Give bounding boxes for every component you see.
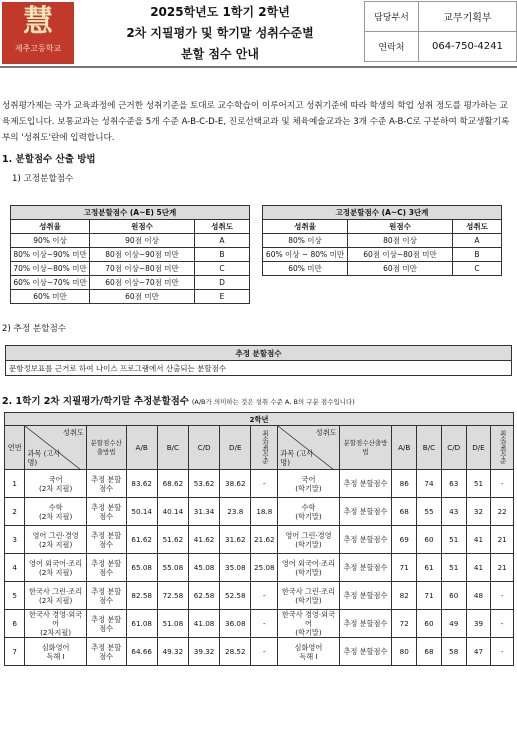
logo-school-name: 제주고등학교 (14, 44, 62, 53)
min-cell: - (491, 582, 514, 610)
de-cell: 41 (466, 526, 491, 554)
subject-header-bottom: 과목 (고사명) (27, 449, 61, 467)
ab-cell: 68 (392, 498, 417, 526)
ab-cell: 83.62 (126, 470, 157, 498)
min-cell: - (251, 582, 278, 610)
exam-name: (2차 지필) (38, 595, 73, 605)
bc-cell: 51.62 (157, 526, 188, 554)
method-cell: 추정 분할점수 (86, 638, 126, 666)
subject-name: 수학 (301, 502, 316, 512)
subject-cell (25, 554, 86, 582)
subject-name: 영어 외국어·조리 (29, 558, 83, 568)
table-row (11, 290, 250, 304)
subject-cell (25, 470, 86, 498)
min-cell: 25.08 (251, 554, 278, 582)
subject-cell (278, 470, 339, 498)
col-min-b: 최소성취수준 (498, 430, 507, 463)
cell: 70점 이상~80점 미만 (90, 262, 195, 276)
de-cell: 28.52 (220, 638, 251, 666)
min-cell: 21 (491, 554, 514, 582)
subject-cell (278, 498, 339, 526)
ab-cell: 86 (392, 470, 417, 498)
method-cell: 추정 분할점수 (339, 638, 392, 666)
dept-label: 담당부서 (365, 2, 419, 32)
exam-name: (학기말) (295, 483, 322, 493)
table-row (11, 248, 250, 262)
header-divider (0, 66, 517, 68)
ab-cell: 82.58 (126, 582, 157, 610)
cell: 70% 이상~80% 미만 (11, 262, 90, 276)
col-bc-b: B/C (417, 426, 442, 470)
subject-cell (25, 582, 86, 610)
ab-cell: 64.66 (126, 638, 157, 666)
de-cell: 38.62 (220, 470, 251, 498)
cell: 60% 이상 ~ 80% 미만 (263, 248, 348, 262)
method-cell: 추정 분할점수 (86, 554, 126, 582)
method-cell: 추정 분할점수 (86, 610, 126, 638)
ab-cell: 65.08 (126, 554, 157, 582)
table-row (5, 554, 514, 582)
bc-cell: 72.58 (157, 582, 188, 610)
table-row (11, 276, 250, 290)
cd-cell: 41.08 (188, 610, 219, 638)
bc-cell: 49.32 (157, 638, 188, 666)
title-line-1: 2025학년도 1학기 2학년 (150, 5, 290, 19)
school-logo (2, 2, 74, 64)
section2-heading (2, 393, 355, 407)
est-title: 추정 분할점수 (6, 346, 512, 361)
table-row (263, 234, 502, 248)
table3-header: 원점수 (348, 220, 453, 234)
exam-name: (학기말) (295, 595, 322, 605)
cd-cell: 51 (441, 526, 466, 554)
cell: 60% 미만 (263, 262, 348, 276)
fixed-3-level-table (262, 205, 502, 276)
col-no: 연번 (5, 426, 25, 470)
de-cell: 39 (466, 610, 491, 638)
subject-name: 심화영어 (294, 642, 323, 652)
section1-sub2: 2) 추정 분할점수 (2, 324, 67, 334)
col-cd-b: C/D (441, 426, 466, 470)
subject-header-bottom: 과목 (고사명) (280, 449, 314, 467)
subject-name: 한국사 그린·조리 (281, 586, 336, 596)
subject-name: 한국사 경영·외국어 (29, 610, 83, 628)
cell: C (195, 262, 250, 276)
method-cell: 추정 분할점수 (339, 610, 392, 638)
subject-name: 영어 외국어·조리 (281, 558, 336, 568)
de-cell: 47 (466, 638, 491, 666)
col-subject-a (25, 426, 86, 470)
row-number: 3 (5, 526, 25, 554)
table-row (5, 610, 514, 638)
est-description: 문항정보표를 근거로 하여 나이스 프로그램에서 산출되는 분할점수 (6, 361, 512, 376)
cell: 60점 미만 (90, 290, 195, 304)
de-cell: 35.08 (220, 554, 251, 582)
subject-cell (278, 638, 339, 666)
bc-cell: 71 (417, 582, 442, 610)
fixed-5-level-table (10, 205, 250, 304)
bc-cell: 68 (417, 638, 442, 666)
method-cell: 추정 분할점수 (339, 498, 392, 526)
cell: A (195, 234, 250, 248)
ab-cell: 71 (392, 554, 417, 582)
cell: C (453, 262, 502, 276)
bc-cell: 55.08 (157, 554, 188, 582)
cell: D (195, 276, 250, 290)
method-cell: 추정 분할점수 (86, 526, 126, 554)
cell: B (195, 248, 250, 262)
table3-header: 성취율 (263, 220, 348, 234)
bc-cell: 60 (417, 526, 442, 554)
row-number: 5 (5, 582, 25, 610)
estimated-score-table (5, 345, 512, 376)
ab-cell: 61.08 (126, 610, 157, 638)
bc-cell: 51.08 (157, 610, 188, 638)
ab-cell: 50.14 (126, 498, 157, 526)
cell: 90% 이상 (11, 234, 90, 248)
de-cell: 36.08 (220, 610, 251, 638)
row-number: 7 (5, 638, 25, 666)
table5-header: 성취율 (11, 220, 90, 234)
title-line-3: 분할 점수 안내 (181, 47, 259, 61)
table-row (5, 582, 514, 610)
col-cd-a: C/D (188, 426, 219, 470)
de-cell: 41 (466, 554, 491, 582)
bc-cell: 61 (417, 554, 442, 582)
subject-header-top: 성취도 (62, 428, 84, 437)
min-cell: 22 (491, 498, 514, 526)
score-table (4, 412, 514, 666)
cell: 90점 이상 (90, 234, 195, 248)
exam-name: (2차 지필) (38, 483, 73, 493)
row-number: 1 (5, 470, 25, 498)
section1-title: 1. 분할점수 산출 방법 (2, 154, 96, 165)
subject-header-top: 성취도 (315, 428, 337, 437)
cell: 60점 미만 (348, 262, 453, 276)
cell: 80% 이상~90% 미만 (11, 248, 90, 262)
cell: A (453, 234, 502, 248)
subject-cell (25, 638, 86, 666)
exam-name: (2차지필) (40, 628, 72, 637)
bc-cell: 55 (417, 498, 442, 526)
bc-cell: 60 (417, 610, 442, 638)
subject-name: 심화영어 (41, 642, 70, 652)
subject-name: 국어 (301, 474, 316, 484)
cell: 60% 이상~70% 미만 (11, 276, 90, 290)
subject-cell (278, 526, 339, 554)
method-cell: 추정 분할점수 (86, 582, 126, 610)
de-cell: 31.62 (220, 526, 251, 554)
exam-name: (2차 지필) (38, 539, 73, 549)
cd-cell: 43 (441, 498, 466, 526)
ab-cell: 69 (392, 526, 417, 554)
method-cell: 추정 분할점수 (86, 470, 126, 498)
de-cell: 52.58 (220, 582, 251, 610)
exam-name: (학기말) (295, 539, 322, 549)
subject-cell (278, 554, 339, 582)
table5-header: 성취도 (195, 220, 250, 234)
cell: 80점 이상 (348, 234, 453, 248)
ab-cell: 61.62 (126, 526, 157, 554)
bc-cell: 40.14 (157, 498, 188, 526)
table-row (263, 262, 502, 276)
subject-name: 영어 그린·경영 (32, 530, 79, 540)
section2-title: 2. 1학기 2차 지필평가/학기말 추정분할점수 (2, 396, 189, 407)
exam-name: (학기말) (295, 511, 322, 521)
method-cell: 추정 분할점수 (86, 498, 126, 526)
table3-title: 고정분할점수 (A~C) 3단계 (263, 206, 502, 220)
row-number: 2 (5, 498, 25, 526)
ab-cell: 80 (392, 638, 417, 666)
col-subject-b (278, 426, 339, 470)
subject-name: 국어 (48, 474, 63, 484)
cd-cell: 41.62 (188, 526, 219, 554)
ab-cell: 72 (392, 610, 417, 638)
subject-cell (278, 610, 339, 638)
table-row (5, 638, 514, 666)
section2-note: (A/B가 의미하는 것은 성취 수준 A, B의 구분 점수입니다) (191, 398, 355, 406)
bc-cell: 68.62 (157, 470, 188, 498)
min-cell: - (491, 470, 514, 498)
de-cell: 23.8 (220, 498, 251, 526)
exam-name: (2차 지필) (38, 567, 73, 577)
cell: E (195, 290, 250, 304)
table5-header: 원점수 (90, 220, 195, 234)
table-row (5, 498, 514, 526)
col-de-a: D/E (220, 426, 251, 470)
col-min-a: 최소성취수준 (260, 430, 269, 463)
grade-header: 2학년 (5, 413, 514, 426)
min-cell: 21.62 (251, 526, 278, 554)
cd-cell: 58 (441, 638, 466, 666)
min-cell: - (251, 638, 278, 666)
min-cell: 18.8 (251, 498, 278, 526)
title-line-2: 2차 지필평가 및 학기말 성취수준별 (126, 26, 314, 40)
cd-cell: 31.34 (188, 498, 219, 526)
exam-name: 독해 I (46, 651, 65, 661)
contact-label: 연락처 (365, 32, 419, 62)
cell: B (453, 248, 502, 262)
subject-name: 한국사 그린·조리 (29, 586, 83, 596)
exam-name: (학기말) (295, 628, 322, 637)
cd-cell: 49 (441, 610, 466, 638)
cd-cell: 60 (441, 582, 466, 610)
row-number: 6 (5, 610, 25, 638)
subject-name: 수학 (48, 502, 63, 512)
method-cell: 추정 분할점수 (339, 554, 392, 582)
de-cell: 32 (466, 498, 491, 526)
contact-value: 064-750-4241 (418, 32, 516, 62)
section1-sub1: 1) 고정분할점수 (12, 174, 74, 184)
ab-cell: 82 (392, 582, 417, 610)
bc-cell: 74 (417, 470, 442, 498)
col-ab-b: A/B (392, 426, 417, 470)
col-ab-a: A/B (126, 426, 157, 470)
de-cell: 51 (466, 470, 491, 498)
min-cell: - (251, 610, 278, 638)
subject-cell (25, 610, 86, 638)
table-row (263, 248, 502, 262)
table-row (5, 526, 514, 554)
exam-name: 독해 I (299, 651, 318, 661)
contact-info-table (364, 1, 517, 62)
cell: 60점 이상~80점 미만 (348, 248, 453, 262)
table3-header: 성취도 (453, 220, 502, 234)
method-cell: 추정 분할점수 (339, 526, 392, 554)
col-type-b: 분할점수산출방법 (339, 426, 392, 470)
col-bc-a: B/C (157, 426, 188, 470)
cd-cell: 53.62 (188, 470, 219, 498)
cd-cell: 39.32 (188, 638, 219, 666)
col-type-a: 분할점수산출방법 (86, 426, 126, 470)
cell: 80% 이상 (263, 234, 348, 248)
exam-name: (학기말) (295, 567, 322, 577)
table5-title: 고정분할점수 (A~E) 5단계 (11, 206, 250, 220)
cd-cell: 45.08 (188, 554, 219, 582)
min-cell: - (491, 638, 514, 666)
intro-paragraph: 성취평가제는 국가 교육과정에 근거한 성취기준을 토대로 교수학습이 이루어지고 성취기준에 따라 학생의 학업 성취 정도를 평가하는 교육제도입니다. 보통교과는 성취수준을 5개 수준 A-B-C-D-E, 진로선택교과 및 체육예술교과는 3개 수준 A-B-C로 구분하여 학교생활기록부의 '성취도'란에 입력합니다. (2, 101, 510, 143)
subject-cell (25, 526, 86, 554)
cd-cell: 62.58 (188, 582, 219, 610)
cell: 80점 이상~90점 미만 (90, 248, 195, 262)
col-de-b: D/E (466, 426, 491, 470)
document-title (80, 2, 360, 65)
logo-emblem: 慧 (23, 4, 53, 39)
cd-cell: 63 (441, 470, 466, 498)
min-cell: - (491, 610, 514, 638)
dept-value: 교무기획부 (418, 2, 516, 32)
method-cell: 추정 분할점수 (339, 582, 392, 610)
subject-cell (278, 582, 339, 610)
cd-cell: 51 (441, 554, 466, 582)
table-row (11, 234, 250, 248)
min-cell: 21 (491, 526, 514, 554)
table-row (5, 470, 514, 498)
exam-name: (2차 지필) (38, 511, 73, 521)
de-cell: 48 (466, 582, 491, 610)
cell: 60% 미만 (11, 290, 90, 304)
table-row (11, 262, 250, 276)
row-number: 4 (5, 554, 25, 582)
subject-cell (25, 498, 86, 526)
method-cell: 추정 분할점수 (339, 470, 392, 498)
subject-name: 한국사 경영·외국어 (281, 610, 336, 628)
min-cell: - (251, 470, 278, 498)
subject-name: 영어 그린·경영 (285, 530, 332, 540)
cell: 60점 이상~70점 미만 (90, 276, 195, 290)
